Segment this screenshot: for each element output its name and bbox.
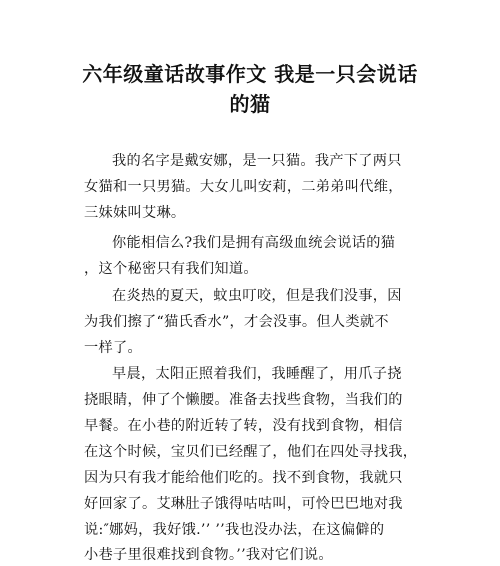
paragraph-line: 你能相信么?我们是拥有高级血统会说话的猫: [112, 235, 396, 251]
paragraph-line: 女猫和一只男猫。大女儿叫安莉，二弟弟叫代维，: [84, 179, 403, 195]
paragraph-line: 早晨，太阳正照着我们，我睡醒了，用爪子挠: [112, 366, 402, 382]
paragraph-line: 早餐。在小巷的附近转了转，没有找到食物，相信: [84, 418, 403, 434]
paragraph-line: 为我们擦了“猫氏香水”，才会没事。但人类就不: [84, 314, 389, 330]
paragraph-line: 三妹妹叫艾琳。: [84, 205, 186, 221]
paragraph-line: 一样了。: [84, 340, 142, 356]
paragraph-line: 在这个时候，宝贝们已经醒了，他们在四处寻找我，: [84, 444, 418, 460]
paragraph-line: 在炎热的夏天，蚊虫叮咬，但是我们没事，因: [112, 288, 402, 304]
article-title-line-1: 六年级童话故事作文 我是一只会说话: [82, 62, 418, 86]
paragraph-line: 因为只有我才能给他们吃的。找不到食物，我就只: [84, 470, 403, 486]
paragraph-line: 好回家了。艾琳肚子饿得咕咕叫，可怜巴巴地对我: [84, 496, 403, 512]
paragraph-line: 说:″娜妈，我好饿.’’ ’’我也没办法，在这偏僻的: [84, 522, 385, 538]
article-title-line-2: 的猫: [229, 92, 271, 116]
paragraph-line: 挠眼睛，伸了个懒腰。准备去找些食物，当我们的: [84, 392, 403, 408]
paragraph-line: ，这个秘密只有我们知道。: [84, 261, 258, 277]
paragraph-line: 小巷子里很难找到食物。’’我对它们说。: [84, 547, 333, 563]
paragraph-line: 我的名字是戴安娜，是一只猫。我产下了两只: [112, 153, 402, 169]
